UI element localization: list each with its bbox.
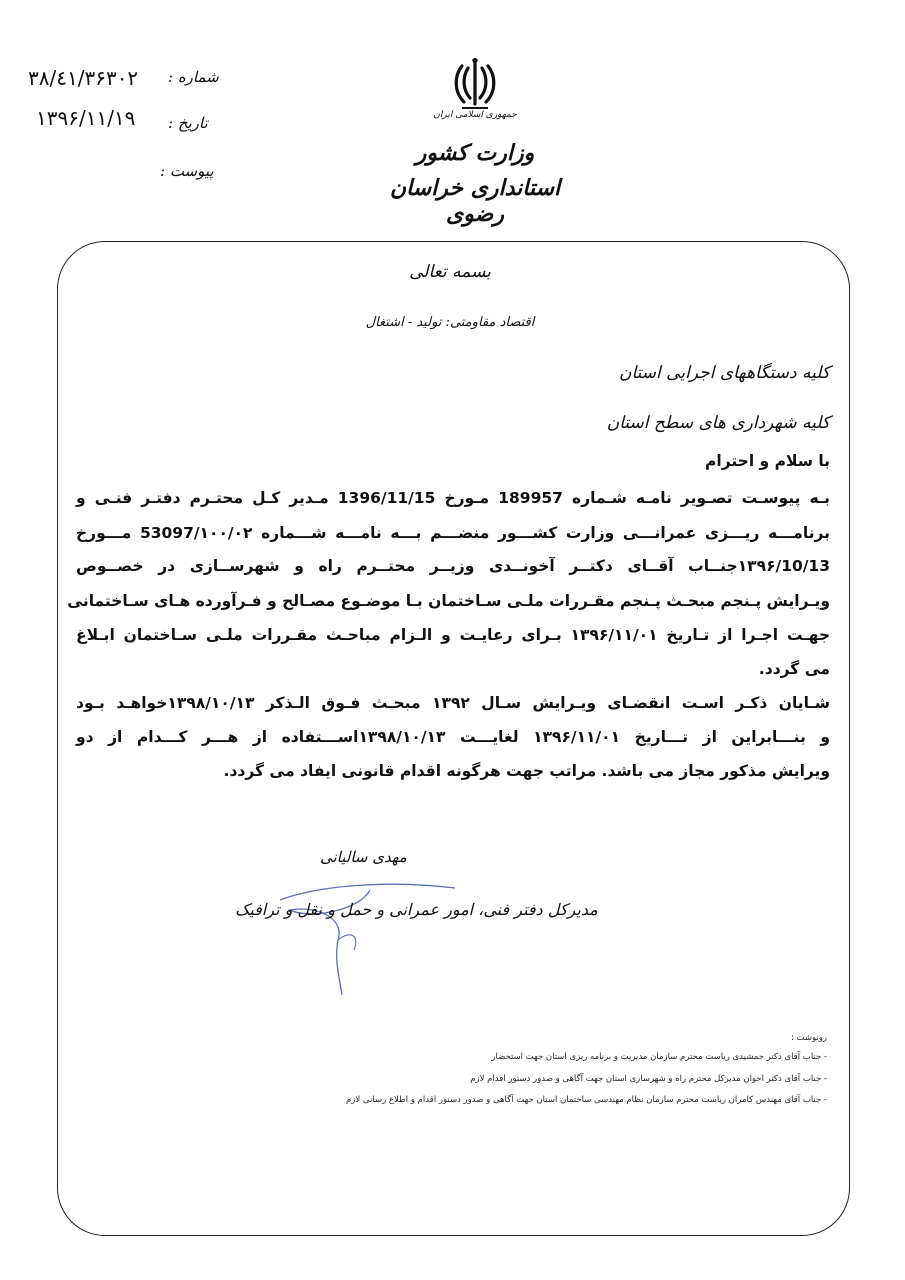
- cc-item: - جناب آقای مهندس کامران ریاست محترم سازمان نظام مهندسی ساختمان استان جهت آگاهی و صدور دستور اقدام و اطلاع رسانی لازم: [346, 1095, 827, 1105]
- governorate-title: استانداری خراسان رضوی: [389, 175, 561, 227]
- iran-emblem-icon: [452, 58, 498, 116]
- greeting: با سلام و احترام: [705, 452, 830, 470]
- addressee-line-2: کلیه شهرداری های سطح استان: [606, 413, 830, 433]
- body-line: ویـرایش پـنجم مبحـث پـنجم مقـررات ملـی سـاختمان بـا موضـوع مصـالح و فـرآورده هـای سـاختمانی: [67, 592, 830, 610]
- body-line: بـه پیوسـت تصـویر نامـه شـماره 189957 مـورخ 1396/11/15 مـدیر کـل محتـرم دفتـر فنـی و: [76, 489, 830, 507]
- letter-number-value: ۳۸/٤۱/۳۶۳۰۲: [28, 66, 139, 90]
- cc-title: رونوشت :: [790, 1033, 827, 1043]
- body-line: ویرایش مذکور مجاز می باشد. مراتب جهت هرگونه اقدام قانونی ایفاد می گردد.: [223, 762, 830, 780]
- body-line: ۱۳۹۶/10/13جنــاب آقــای دکتــر آخونــدی وزیــر محتــرم راه و شهرســازی در خصــوص: [76, 557, 830, 575]
- motto: اقتصاد مقاومتی: تولید - اشتغال: [365, 315, 535, 330]
- letter-date-value: ۱۳۹۶/۱۱/۱۹: [36, 106, 136, 130]
- handwritten-signature: [250, 880, 470, 1000]
- letter-date-label: تاریخ :: [168, 114, 208, 132]
- body-line: می گردد.: [758, 660, 830, 678]
- ministry-title: وزارت کشور: [415, 140, 535, 166]
- cc-item: - جناب آقای دکتر اخوان مدیرکل محترم راه و شهرسازی استان جهت آگاهی و صدور دستور اقدام لازم: [470, 1074, 827, 1084]
- bismillah: بسمه تعالی: [409, 262, 491, 282]
- body-line: شـایان ذکـر اسـت انقضـای ویـرایش سـال ۱۳۹۲ مبحـث فـوق الـذکر ۱۳۹۸/۱۰/۱۳خواهـد بـود: [76, 694, 830, 712]
- body-line: برنامـــه ریـــزی عمرانـــی وزارت کشـــور منضـــم بـــه نامـــه شـــماره 53097/۱۰۰/۰۲ مـــورخ: [76, 524, 830, 542]
- addressee-line-1: کلیه دستگاههای اجرایی استان: [619, 363, 830, 383]
- body-line: و بنـــابراین از تـــاریخ ۱۳۹۶/۱۱/۰۱ لغایـــت ۱۳۹۸/۱۰/۱۳اســـتفاده از هـــر کـــدام از دو: [76, 728, 831, 746]
- cc-item: - جناب آقای دکتر جمشیدی ریاست محترم سازمان مدیریت و برنامه ریزی استان جهت استحضار: [491, 1052, 827, 1062]
- signer-title: مدیرکل دفتر فنی، امور عمرانی و حمل و نقل و ترافیک: [235, 900, 598, 919]
- letter-number-label: شماره :: [168, 68, 219, 86]
- body-line: جهـت اجـرا از تـاریخ ۱۳۹۶/۱۱/۰۱ بـرای رعایـت و الـزام مباحـث مقـررات ملـی سـاختمان ابـلاغ: [76, 626, 830, 644]
- republic-title: جمهوری اسلامی ایران: [433, 110, 517, 120]
- letter-attachment-label: پیوست :: [160, 162, 214, 180]
- signer-name: مهدی سالیانی: [320, 848, 407, 866]
